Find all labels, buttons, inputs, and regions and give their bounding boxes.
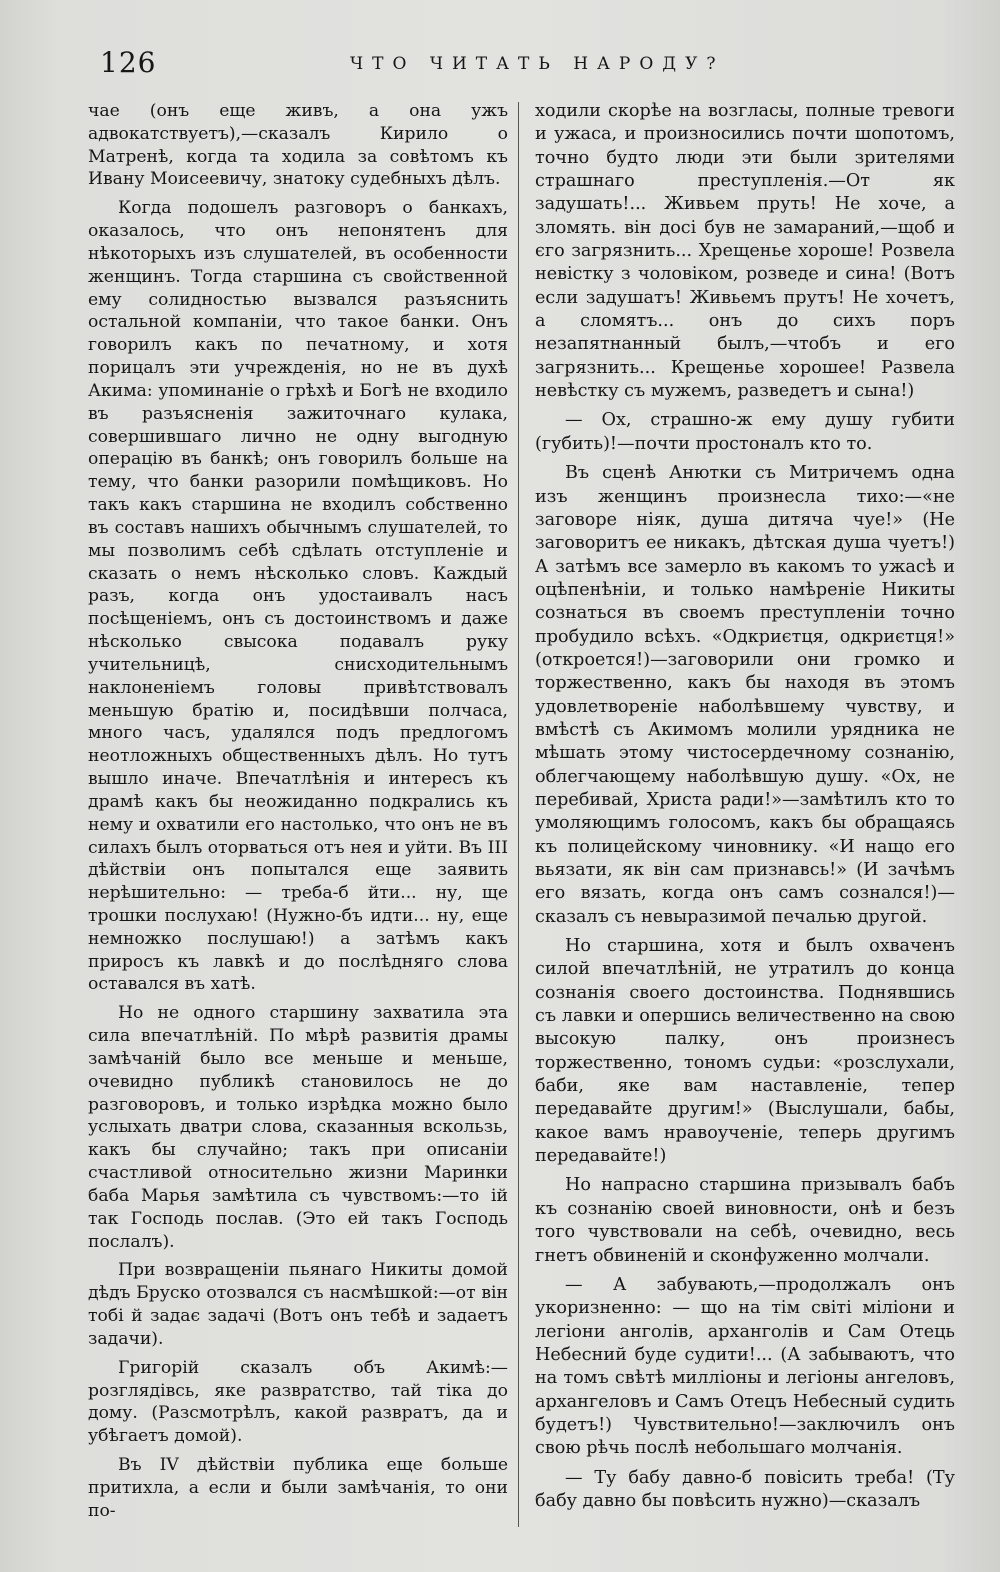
paragraph: ходили скорѣе на возгласы, полные тревоги и ужаса, и произносились почти шопотомъ, точно будто люди эти были зрителями страшнаго преступленія.—От як задушать!... Живьем пруть! Не хоче, а зломять. він досі був не замараний,—щоб и єго загрязнить... Хрещенье хороше! Розвела невістку з чоловіком, розведе и сина! (Вотъ если задушатъ! Живьемъ прутъ! Не хочетъ, а сломятъ... онъ до сихъ поръ незапятнанный былъ,—чтобъ и его загрязнить... Крещенье хорошее! Развела невѣстку съ мужемъ, разведетъ и сына!) [535, 101, 955, 402]
paragraph: Но напрасно старшина призывалъ бабъ къ сознанію своей виновности, онѣ и безъ того чувствовали на себѣ, очевидно, весь гнетъ обвиненій и сконфуженно молчали. [535, 1175, 955, 1266]
paragraph: Въ IV дѣйствіи публика еще больше притихла, а если и были замѣчанія, то они по- [88, 1455, 508, 1521]
paragraph: чае (онъ еще живъ, а она ужъ адвокатствуетъ),—сказалъ Кирило о Матренѣ, когда та ходила за совѣтомъ къ Ивану Моисеевичу, знатоку судебныхъ дѣлъ. [88, 101, 508, 190]
paragraph: При возвращеніи пьянаго Никиты домой дѣдъ Бруско отозвался съ насмѣшкой:—от він тобі й задає задачі (Вотъ онъ тебѣ и задаетъ задачи). [88, 1260, 508, 1349]
left-column [88, 100, 508, 1523]
paragraph: Но не одного старшину захватила эта сила впечатлѣній. По мѣрѣ развитія драмы замѣчаній было все меньше и меньше, очевидно публикѣ становилось не до разговоровъ, и только изрѣдка можно было услыхать дватри слова, сказанныя вскользь, какъ бы случайно; такъ при описаніи счастливой относительно жизни Маринки баба Марья замѣтила съ чувствомъ:—то ій так Господь послав. (Это ей такъ Господь послалъ). [88, 1003, 508, 1252]
paragraph: — А забувають,—продолжалъ онъ укоризненно: — що на тім світі міліони и легіони анголів, арханголів и Сам Отець Небесний буде судити!... (А забываютъ, что на томъ свѣтѣ милліоны и легіоны ангеловъ, архангеловъ и Самъ Отецъ Небесный судить будетъ!) Чувствительно!—заключилъ онъ свою рѣчь послѣ небольшаго молчанія. [535, 1274, 955, 1459]
page-header [100, 46, 960, 86]
column-divider [518, 102, 519, 1527]
paragraph: Но старшина, хотя и былъ охваченъ силой впечатлѣній, не утратилъ до конца сознанія своего достоинства. Поднявшись съ лавки и опершись величественно на свою высокую палку, онъ произнесъ торжественно, тономъ судьи: «розслухали, баби, яке вам наставленіе, тепер передавайте другим!» (Выслушали, бабы, какое вамъ нравоученіе, теперь другимъ передавайте!) [535, 936, 955, 1167]
paragraph: Когда подошелъ разговоръ о банкахъ, оказалось, что онъ непонятенъ для нѣкоторыхъ изъ слушателей, въ особенности женщинъ. Тогда старшина съ свойственной ему солидностью вызвался разъяснить остальной компаніи, что такое банки. Онъ говорилъ какъ по печатному, и хотя порицалъ эти учрежденія, но не въ духѣ Акима: упоминаніе о грѣхѣ и Богѣ не входило въ разъясненія зажиточнаго кулака, совершившаго лично не одну выгодную операцію въ банкѣ; онъ говорилъ больше на тему, что банки разорили помѣщиковъ. Но такъ какъ старшина не входилъ собственно въ составъ нашихъ обычнымъ слушателей, то мы позволимъ себѣ сдѣлать отступленіе и сказать о немъ нѣсколько словъ. Каждый разъ, когда онъ удостаивалъ насъ посѣщеніемъ, онъ съ достоинствомъ и даже нѣсколько свысока подавалъ руку учительницѣ, снисходительнымъ наклоненіемъ головы привѣтствовалъ меньшую братію и, посидѣвши полчаса, много часъ, удалялся подъ предлогомъ неотложныхъ общественныхъ дѣлъ. Но тутъ вышло иначе. Впечатлѣнія и интересъ къ драмѣ какъ бы неожиданно подкрались къ нему и охватили его настолько, что онъ не въ силахъ былъ оторваться отъ нея и уйти. Въ III дѣйствіи онъ попытался еще заявить нерѣшительно: — треба-б йти... ну, ще трошки послухаю! (Нужно-бъ идти... ну, еще немножко послушаю!) а затѣмъ какъ приросъ къ лавкѣ и до послѣдняго слова оставался въ хатѣ. [88, 198, 508, 995]
paragraph: — Ту бабу давно-б повісить треба! (Ту бабу давно бы повѣсить нужно)—сказалъ [535, 1467, 955, 1511]
page-number: 126 [100, 46, 157, 79]
paragraph: Въ сценѣ Анютки съ Митричемъ одна изъ женщинъ произнесла тихо:—«не заговоре ніяк, душа дитяча чуе!» (Не заговоритъ ее никакъ, дѣтская душа чуетъ!) А затѣмъ все замерло въ какомъ то ужасѣ и оцѣпенѣніи, и только намѣреніе Никиты сознаться въ своемъ преступленіи точно пробудило всѣхъ. «Одкриєтця, одкриєтця!» (откроется!)—заговорили они громко и торжественно, какъ бы находя въ этомъ удовлетвореніе наболѣвшему чувству, и вмѣстѣ съ Акимомъ молили урядника не мѣшать этому чистосердечному сознанію, облегчающему наболѣвшую душу. «Ох, не перебивай, Христа ради!»—замѣтилъ кто то умоляющимъ голосомъ, какъ бы обращаясь къ полицейскому чиновнику. «И нащо его вьязати, як він сам признавсь!» (И зачѣмъ его вязать, когда онъ самъ сознался!)—сказалъ съ невыразимой печалью другой. [535, 463, 955, 927]
running-title: ЧТО ЧИТАТЬ НАРОДУ? [350, 54, 725, 74]
right-column [535, 100, 955, 1513]
paragraph: — Ох, страшно-ж ему душу губити (губить)!—почти простоналъ кто то. [535, 410, 955, 454]
paragraph: Григорій сказалъ объ Акимѣ:—розглядівсь, яке развратство, тай тіка до дому. (Разсмотрѣлъ, какой развратъ, да и убѣгаетъ домой). [88, 1357, 508, 1447]
